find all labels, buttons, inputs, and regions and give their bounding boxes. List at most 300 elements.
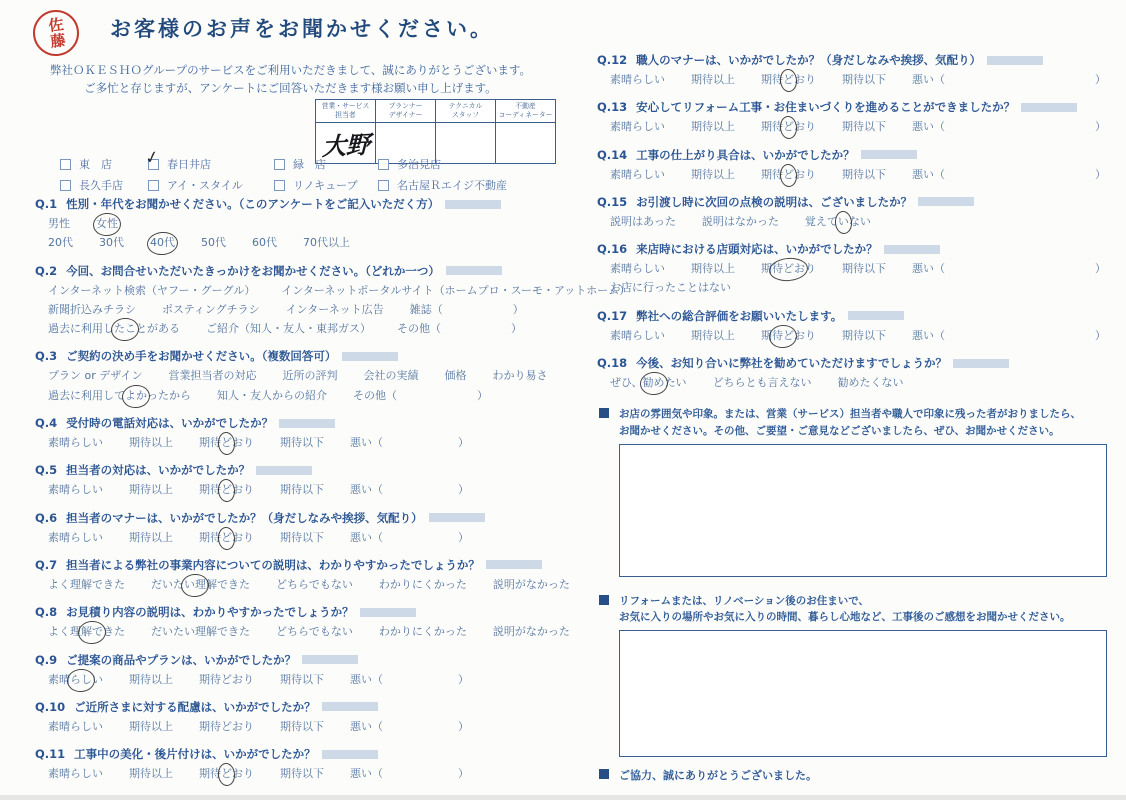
option-text: ）	[458, 436, 469, 450]
option-text: 期待どおり	[199, 719, 254, 733]
option-text: インターネット検索（ヤフー・グーグル）	[48, 283, 256, 297]
answer-option	[444, 369, 466, 383]
option-text: 素晴らしい	[48, 483, 103, 497]
option-text: ない	[848, 214, 871, 228]
answer-option	[761, 329, 816, 343]
option-text: わかり易さ	[492, 369, 548, 383]
store-item	[274, 156, 378, 172]
option-text: 期	[761, 262, 772, 276]
paren-gap	[397, 398, 477, 399]
option-text: 説明はなかった	[701, 214, 779, 228]
answer-row	[35, 625, 570, 639]
option-text: 期待以上	[691, 262, 735, 276]
option-text: 悪い（	[912, 120, 945, 134]
question-number: Q.13	[597, 100, 628, 115]
answer-option	[493, 578, 570, 592]
option-text: 期待	[199, 767, 221, 781]
question-number: Q.5	[35, 463, 58, 478]
answer-option	[129, 720, 173, 734]
option-text: だいたい理解できた	[151, 625, 250, 639]
answer-option	[151, 625, 250, 639]
answer-option	[129, 767, 173, 781]
answer-option	[280, 483, 324, 497]
option-text: 期待	[761, 120, 783, 134]
circle-annotation: 勧め	[642, 376, 665, 390]
answer-option	[199, 531, 254, 545]
option-text: 悪い（	[350, 483, 383, 497]
question-title	[35, 699, 567, 715]
answer-option	[150, 236, 175, 250]
answer-option	[48, 217, 70, 231]
question-number: Q.14	[597, 147, 628, 162]
staff-role-header	[436, 100, 496, 123]
staff-name-handwritten: 大野	[321, 130, 371, 162]
staff-role-header	[376, 100, 436, 123]
question-q1	[35, 196, 567, 251]
question-title	[35, 510, 567, 526]
answer-option	[280, 436, 324, 450]
option-text: 期待	[761, 73, 783, 86]
question-title-text: 職人のマナーは、いかがでしたか？（身だしなみや挨拶、気配り）	[636, 53, 982, 67]
answer-option	[912, 262, 1106, 276]
title-highlight	[918, 197, 974, 206]
paren-gap	[383, 776, 458, 777]
checkbox-icon	[148, 180, 159, 191]
option-text: 期待以上	[691, 167, 735, 181]
answer-row	[35, 767, 567, 781]
answer-option	[492, 369, 547, 383]
question-title	[35, 604, 567, 620]
answer-option	[201, 236, 226, 250]
option-text: 素晴らしい	[610, 167, 665, 181]
title-highlight	[429, 513, 485, 522]
intro-text	[38, 62, 543, 98]
option-text: 過去に利用して	[48, 388, 125, 402]
comment-prompt-line: お気に入りの場所やお気に入りの時間、暮らし心地など、工事後のご感想をお聞かせください。	[619, 611, 1071, 624]
checkbox-icon	[274, 180, 285, 191]
circle-annotation: ど	[783, 73, 794, 86]
answer-row	[35, 283, 631, 298]
answer-row	[597, 168, 1111, 182]
answer-option	[842, 73, 886, 87]
question-q16	[597, 241, 1111, 296]
store-item	[60, 177, 148, 193]
store-item	[143, 146, 274, 172]
answer-option	[48, 369, 142, 383]
answer-row	[35, 436, 567, 450]
answer-option	[48, 303, 136, 317]
option-text: その他（	[397, 322, 441, 336]
option-text: 素晴らしい	[48, 436, 103, 450]
question-title	[597, 308, 1111, 324]
answer-option	[912, 329, 1106, 343]
option-text: 説明がなかった	[492, 625, 570, 639]
answer-option	[129, 673, 173, 687]
option-text: 期待以上	[129, 436, 173, 450]
answer-row	[597, 215, 1111, 229]
answer-option	[350, 673, 469, 687]
question-title-text: ご契約の決め手をお聞かせください。（複数回答可）	[66, 349, 337, 364]
option-text: 素晴	[48, 672, 70, 686]
question-title-text: 受付時の電話対応は、いかがでしたか？	[66, 416, 274, 431]
title-highlight	[953, 359, 1009, 368]
question-q7	[35, 557, 570, 592]
comment-section-1	[597, 406, 1111, 577]
answer-option	[691, 329, 735, 343]
hanko-stamp-text: 佐藤	[45, 15, 68, 50]
option-text: インターネットポータルサイト（ホームプロ・スーモ・アットホーム）	[281, 283, 631, 297]
question-title-text: 来店時における店頭対応は、いかがでしたか？	[636, 242, 878, 257]
answer-option	[761, 120, 816, 134]
option-text: 悪い（	[350, 719, 383, 733]
paren-gap	[945, 177, 1095, 178]
checkbox-icon	[274, 159, 285, 170]
circle-annotation: 解で	[81, 625, 103, 639]
answer-option	[691, 168, 735, 182]
answer-option	[379, 578, 467, 592]
option-text: 期待以上	[129, 672, 173, 686]
store-label: 春日井店	[167, 158, 211, 171]
option-text: ）	[1095, 73, 1106, 86]
option-text: 悪い（	[350, 767, 383, 781]
title-highlight	[848, 311, 904, 320]
answer-option	[761, 168, 816, 182]
option-text: ）	[512, 302, 524, 316]
question-title-text: 担当者のマナーは、いかがでしたか？（身だしなみや挨拶、気配り）	[66, 510, 423, 525]
option-text: その他（	[353, 388, 397, 402]
option-text: 期待以上	[129, 530, 173, 544]
option-text: 期待	[199, 483, 221, 497]
answer-option	[48, 673, 103, 687]
answer-option	[48, 578, 125, 592]
circle-annotation: ど	[783, 167, 794, 181]
answer-option	[610, 281, 731, 295]
comment-prompt-lines	[619, 593, 1071, 626]
question-q5	[35, 462, 567, 497]
answer-row	[35, 389, 567, 403]
checkbox-icon	[143, 146, 162, 170]
option-text: おり	[794, 167, 816, 181]
circle-annotation: 40代	[150, 236, 175, 250]
questions-right-column	[597, 52, 1111, 783]
comment-prompt-lines	[619, 406, 1081, 439]
option-text: 知人・友人からの紹介	[217, 388, 327, 402]
option-text: よく理解できた	[48, 577, 125, 591]
question-title	[597, 194, 1111, 210]
option-text: 素晴らしい	[610, 73, 665, 86]
circle-annotation: ど	[221, 483, 232, 497]
answer-option	[199, 483, 254, 497]
option-text: 期待	[761, 167, 783, 181]
paren-gap	[383, 540, 458, 541]
answer-option	[48, 767, 103, 781]
option-text: 期待以下	[842, 167, 886, 181]
comment-box	[619, 444, 1107, 577]
question-title	[35, 196, 567, 212]
answer-option	[842, 262, 886, 276]
answer-option	[350, 767, 469, 781]
option-text: 素晴らしい	[48, 767, 103, 781]
option-text: 期待以上	[691, 120, 735, 134]
answer-option	[610, 73, 665, 87]
option-text: ）	[458, 719, 469, 733]
answer-option	[842, 329, 886, 343]
answer-option	[199, 720, 254, 734]
option-text: ）	[477, 388, 488, 402]
option-text: 営業担当者の対応	[168, 369, 257, 383]
circle-annotation: 女性	[96, 217, 118, 230]
title-highlight	[322, 750, 378, 759]
answer-option	[129, 531, 173, 545]
answer-option	[761, 73, 816, 87]
title-highlight	[445, 200, 501, 209]
option-text: ったから	[147, 388, 191, 402]
option-text: 期待	[199, 436, 221, 450]
question-q8	[35, 604, 570, 639]
staff-role-header-line: デザイナー	[388, 111, 423, 120]
option-text: ）	[458, 672, 469, 686]
staff-role-header-line: 不動産	[515, 102, 536, 110]
answer-option	[199, 436, 254, 450]
option-text: 素晴らしい	[610, 328, 665, 342]
option-text: たい	[664, 376, 687, 390]
answer-option	[276, 578, 353, 592]
question-number: Q.17	[597, 308, 628, 323]
option-text: 期待以上	[691, 73, 735, 86]
answer-row	[597, 120, 1111, 134]
comment-prompt-line: お店の雰囲気や印象。または、営業（サービス）担当者や職人で印象に残った者がおりましたら、	[619, 408, 1081, 421]
option-text: おり	[232, 530, 254, 544]
paren-gap	[945, 129, 1095, 130]
question-q12	[597, 52, 1111, 87]
option-text: 雑誌（	[409, 302, 443, 316]
answer-option	[280, 673, 324, 687]
question-q6	[35, 510, 567, 545]
title-highlight	[987, 56, 1043, 65]
question-number: Q.6	[35, 510, 58, 525]
store-item	[148, 177, 274, 193]
question-number: Q.3	[35, 349, 58, 364]
question-title	[35, 348, 567, 364]
question-q18	[597, 355, 1111, 390]
option-text: ）	[511, 322, 522, 336]
option-text: 素晴らしい	[48, 530, 103, 544]
store-item	[378, 177, 568, 193]
circle-annotation: い理	[184, 577, 206, 591]
option-text: 70代以上	[303, 236, 350, 250]
question-title	[35, 263, 567, 279]
option-text: 期待以下	[280, 483, 324, 497]
option-text: 期待以下	[280, 767, 324, 781]
option-text: わかりにくかった	[378, 577, 467, 591]
option-text: 期待以下	[280, 436, 324, 450]
square-bullet-icon	[599, 408, 609, 418]
answer-row	[597, 262, 1111, 276]
option-text: 期待以下	[842, 262, 886, 276]
option-text: 30代	[99, 236, 124, 250]
paren-gap	[441, 331, 511, 332]
title-highlight	[279, 419, 335, 428]
answer-option	[280, 767, 324, 781]
question-number: Q.16	[597, 242, 628, 257]
option-text: おり	[232, 436, 254, 450]
question-number: Q.10	[35, 699, 66, 714]
option-text: 悪い（	[912, 73, 945, 86]
title-highlight	[322, 702, 378, 711]
option-text: おり	[794, 73, 816, 86]
option-text: 解できた	[206, 577, 250, 591]
option-text: ）	[458, 530, 469, 544]
question-q13	[597, 99, 1111, 134]
store-label: 長久手店	[79, 179, 123, 192]
question-number: Q.4	[35, 416, 58, 431]
option-text: 価格	[444, 369, 467, 383]
store-item	[378, 156, 568, 172]
answer-option	[129, 483, 173, 497]
answer-option	[912, 73, 1106, 87]
option-text: 50代	[201, 236, 226, 250]
question-title	[35, 652, 567, 668]
paren-gap	[443, 312, 513, 313]
staff-role-header-line: スタッフ	[451, 111, 480, 120]
answer-row	[597, 281, 1111, 295]
option-text: 期待どおり	[199, 672, 254, 686]
checkmark-annotation: ✓	[143, 146, 162, 170]
answer-row	[597, 329, 1111, 343]
staff-role-header	[316, 100, 376, 123]
comment-box	[619, 630, 1107, 757]
answer-row	[35, 236, 567, 250]
answer-option	[99, 236, 124, 250]
comment-prompt	[597, 406, 1111, 439]
question-title-text: ご近所さまに対する配慮は、いかがでしたか？	[74, 699, 316, 714]
title-highlight	[486, 560, 542, 569]
answer-option	[48, 389, 191, 403]
option-text: おり	[794, 120, 816, 134]
question-q11	[35, 746, 567, 781]
option-text: おり	[232, 483, 254, 497]
answer-option	[286, 303, 384, 317]
answer-option	[610, 215, 676, 229]
answer-row	[35, 217, 567, 231]
question-title-text: 工事の仕上がり具合は、いかがでしたか？	[636, 147, 855, 162]
option-text: インターネット広告	[285, 302, 384, 316]
question-title-text: 今回、お問合せいただいたきっかけをお聞かせください。（どれか一つ）	[66, 263, 440, 278]
question-title-text: 工事中の美化・後片付けは、いかがでしたか？	[74, 747, 316, 762]
question-number: Q.1	[35, 197, 58, 211]
option-text: ）	[1095, 262, 1106, 276]
answer-option	[162, 303, 260, 317]
option-text: 期待以上	[129, 483, 173, 497]
answer-option	[397, 322, 522, 336]
answer-option	[48, 322, 180, 336]
answer-option	[410, 303, 524, 317]
question-title	[597, 241, 1111, 257]
answer-row	[35, 322, 567, 336]
question-title-text: 弊社への総合評価をお願いいたします。	[636, 308, 843, 323]
option-text: 20代	[48, 236, 73, 250]
answer-row	[35, 369, 567, 383]
answer-row	[35, 303, 567, 317]
hanko-stamp	[30, 7, 81, 58]
question-title	[35, 557, 567, 573]
paren-gap	[383, 682, 458, 683]
answer-option	[48, 284, 255, 298]
question-number: Q.15	[597, 194, 628, 209]
answer-option	[702, 215, 779, 229]
option-text: どちらとも言えない	[712, 376, 812, 390]
staff-table	[315, 99, 556, 164]
question-q3	[35, 348, 567, 403]
circle-annotation: ど	[221, 767, 232, 781]
option-text: とがある	[136, 322, 180, 336]
answer-option	[168, 369, 256, 383]
option-text: 期待以上	[129, 719, 173, 733]
staff-role-header-line: 担当者	[335, 111, 356, 120]
option-text: 悪い（	[350, 672, 383, 686]
answer-option	[761, 262, 816, 276]
checkbox-icon	[378, 159, 389, 170]
answer-option	[610, 329, 665, 343]
question-q9	[35, 652, 567, 687]
paren-gap	[945, 82, 1095, 83]
option-text: 期待以下	[280, 672, 324, 686]
circle-annotation: ど	[221, 530, 232, 544]
option-text: 期待以下	[842, 120, 886, 134]
question-q4	[35, 415, 567, 450]
answer-option	[691, 262, 735, 276]
circle-annotation: らし	[70, 672, 92, 686]
comment-prompt-line: リフォームまたは、リノベーション後のお住まいで、	[619, 594, 870, 607]
option-text: 勧めたくない	[837, 376, 904, 390]
answer-option	[129, 436, 173, 450]
comment-section-2	[597, 593, 1111, 758]
answer-option	[217, 389, 327, 403]
option-text: ）	[1095, 328, 1106, 342]
answer-option	[199, 767, 254, 781]
option-text: 期待	[199, 530, 221, 544]
comment-prompt-line: お聞かせください。その他、ご要望・ご意見などございましたら、ぜひ、お聞かせください。	[619, 424, 1060, 437]
circle-annotation: 待ど	[772, 328, 794, 342]
answer-option	[276, 625, 353, 639]
store-label: 緑 店	[293, 158, 326, 171]
option-text: 期待以下	[280, 530, 324, 544]
footer-thanks	[597, 767, 1111, 783]
circle-annotation: ど	[783, 120, 794, 134]
question-title-text: 性別・年代をお聞かせください。（このアンケートをご記入いただく方）	[66, 197, 440, 211]
answer-row	[597, 376, 1111, 390]
paren-gap	[945, 338, 1095, 339]
answer-option	[842, 120, 886, 134]
answer-option	[350, 720, 469, 734]
checkbox-icon	[60, 180, 71, 191]
circle-annotation: い	[837, 214, 849, 228]
question-number: Q.11	[35, 747, 66, 762]
answer-option	[280, 720, 324, 734]
store-item	[274, 177, 378, 193]
option-text: ご紹介（知人・友人・東邦ガス）	[206, 322, 371, 336]
answer-row	[35, 483, 567, 497]
answer-option	[281, 284, 630, 298]
answer-row	[35, 577, 570, 592]
option-text: 期待以上	[691, 328, 735, 342]
answer-row	[35, 720, 567, 734]
store-label: 東 店	[79, 158, 112, 171]
title-highlight	[360, 608, 416, 617]
question-title	[597, 99, 1111, 115]
option-text: 過去に利用し	[48, 322, 114, 336]
store-label: アイ・スタイル	[167, 179, 243, 192]
